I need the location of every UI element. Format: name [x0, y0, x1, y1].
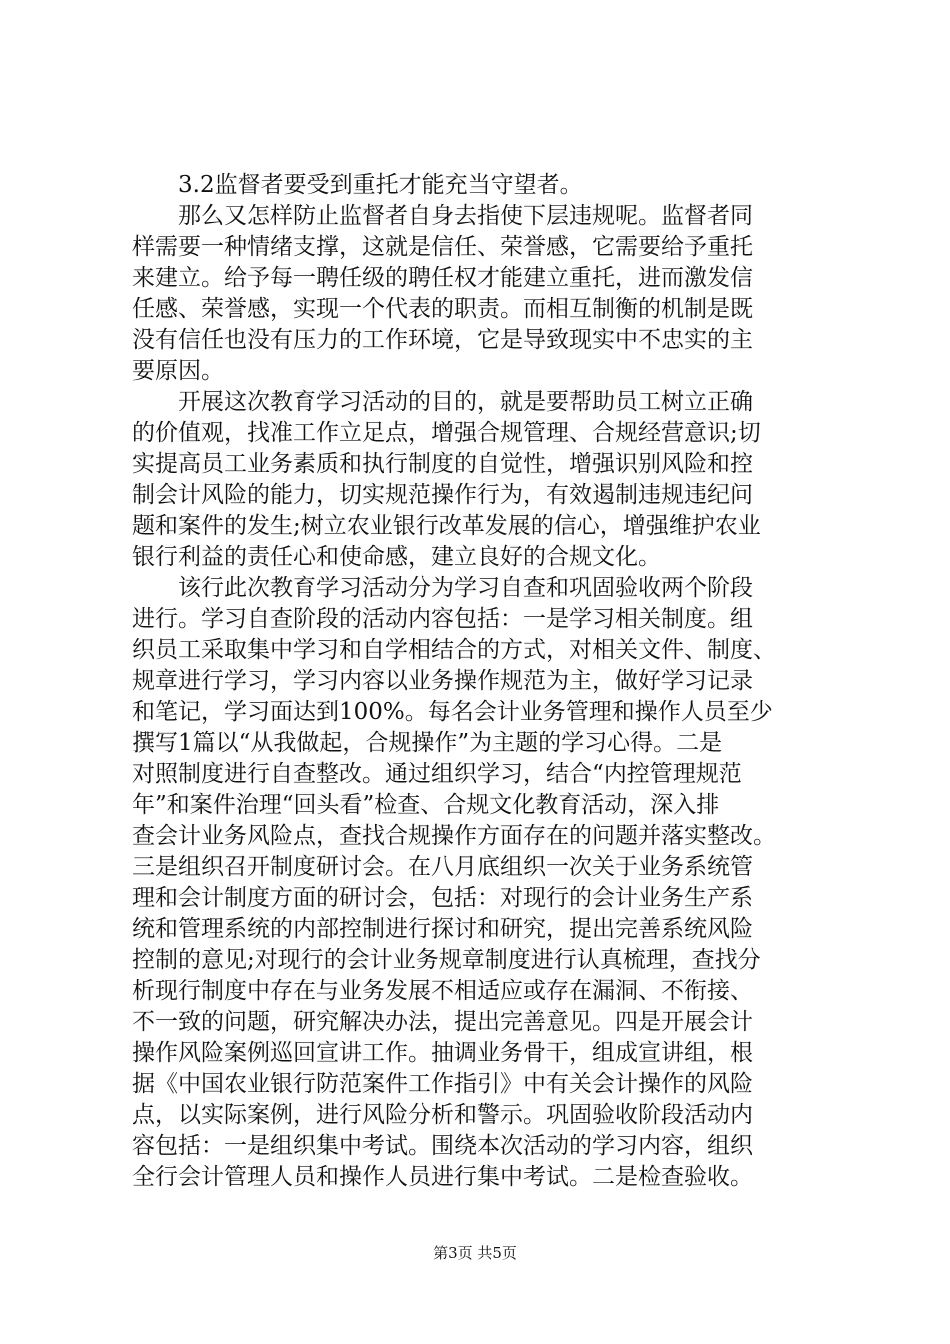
text-line: 析现行制度中存在与业务发展不相适应或存在漏洞、不衔接、 — [132, 978, 753, 1004]
text-line: 控制的意见;对现行的会计业务规章制度进行认真梳理，查找分 — [132, 947, 761, 973]
text-line: 不一致的问题，研究解决办法，提出完善意见。四是开展会计 — [132, 1009, 753, 1035]
text-line: 来建立。给予每一聘任级的聘任权才能建立重托，进而激发信 — [132, 265, 753, 291]
text-line: 任感、荣誉感，实现一个代表的职责。而相互制衡的机制是既 — [132, 296, 753, 322]
text-line: 那么又怎样防止监督者自身去指使下层违规呢。监督者同 — [132, 203, 753, 229]
text-line: 织员工采取集中学习和自学相结合的方式，对相关文件、制度、 — [132, 637, 776, 663]
text-line: 进行。学习自查阶段的活动内容包括：一是学习相关制度。组 — [132, 606, 753, 632]
text-line: 对照制度进行自查整改。通过组织学习，结合“内控管理规范 — [132, 761, 742, 787]
text-line: 实提高员工业务素质和执行制度的自觉性，增强识别风险和控 — [132, 451, 753, 477]
text-line: 样需要一种情绪支撑，这就是信任、荣誉感，它需要给予重托 — [132, 234, 753, 260]
text-line: 要原因。 — [132, 358, 224, 384]
body-text — [132, 170, 832, 1193]
text-line: 该行此次教育学习活动分为学习自查和巩固验收两个阶段 — [132, 575, 753, 601]
text-line: 年”和案件治理“回头看”检查、合规文化教育活动，深入排 — [132, 792, 720, 818]
text-line: 题和案件的发生;树立农业银行改革发展的信心，增强维护农业 — [132, 513, 761, 539]
text-line: 容包括：一是组织集中考试。围绕本次活动的学习内容，组织 — [132, 1133, 753, 1159]
text-line: 的价值观，找准工作立足点，增强合规管理、合规经营意识;切 — [132, 420, 761, 446]
text-line: 统和管理系统的内部控制进行探讨和研究，提出完善系统风险 — [132, 916, 753, 942]
text-line: 点，以实际案例，进行风险分析和警示。巩固验收阶段活动内 — [132, 1102, 753, 1128]
text-line: 理和会计制度方面的研讨会，包括：对现行的会计业务生产系 — [132, 885, 753, 911]
text-line: 3.2监督者要受到重托才能充当守望者。 — [132, 172, 583, 198]
text-line: 查会计业务风险点，查找合规操作方面存在的问题并落实整改。 — [132, 823, 776, 849]
text-line: 没有信任也没有压力的工作环境，它是导致现实中不忠实的主 — [132, 327, 753, 353]
text-line: 撰写1篇以“从我做起，合规操作”为主题的学习心得。二是 — [132, 730, 723, 756]
page-number-footer: 第3页 共5页 — [433, 1244, 517, 1262]
text-line: 银行利益的责任心和使命感，建立良好的合规文化。 — [132, 544, 661, 570]
text-line: 据《中国农业银行防范案件工作指引》中有关会计操作的风险 — [132, 1071, 753, 1097]
text-line: 规章进行学习，学习内容以业务操作规范为主，做好学习记录 — [132, 668, 753, 694]
text-line: 和笔记，学习面达到100%。每名会计业务管理和操作人员至少 — [132, 699, 773, 725]
text-line: 操作风险案例巡回宣讲工作。抽调业务骨干，组成宣讲组，根 — [132, 1040, 753, 1066]
text-line: 三是组织召开制度研讨会。在八月底组织一次关于业务系统管 — [132, 854, 753, 880]
text-line: 全行会计管理人员和操作人员进行集中考试。二是检查验收。 — [132, 1164, 753, 1190]
text-line: 制会计风险的能力，切实规范操作行为，有效遏制违规违纪问 — [132, 482, 753, 508]
text-line: 开展这次教育学习活动的目的，就是要帮助员工树立正确 — [132, 389, 753, 415]
